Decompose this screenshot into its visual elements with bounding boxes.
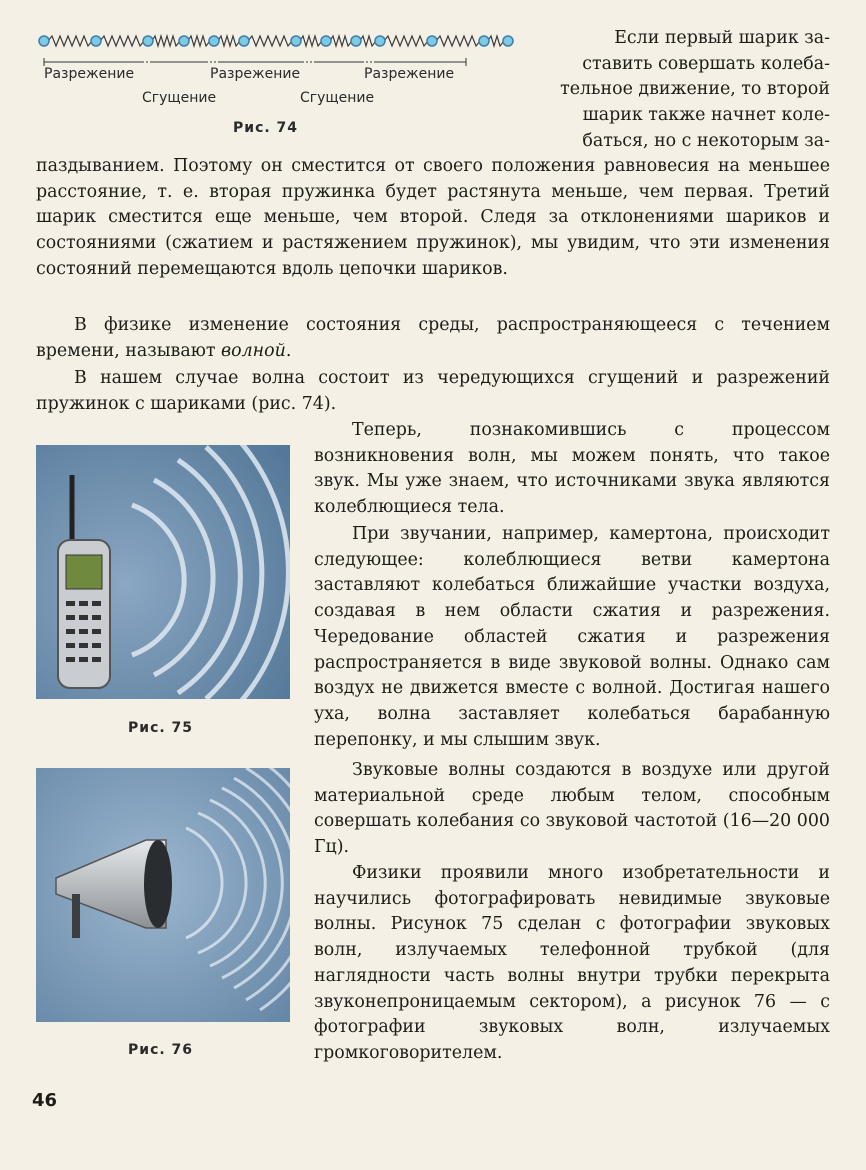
ball <box>39 36 49 46</box>
figure-76-photo <box>36 768 290 1022</box>
figure-74 <box>30 24 520 149</box>
label-compression: Сгущение <box>300 90 375 106</box>
paragraph-7: Физики проявили много изобретательности и научились фотографировать невидимые звуковые волны. Рисунок 75 сделан с фотографии звуковых волн, излучаемых телефонной трубкой (для наглядности часть волны внутри трубки перекрыта звуконепроницаемым сектором), а рисунок 76 — с фотографии звуковых волн, излучаемых громкоговорителем. <box>314 863 830 1063</box>
paragraph-3: В нашем случае волна состоит из чередующихся сгущений и разрежений пружинок с шариками (рис. 74). <box>36 368 830 414</box>
spring <box>218 36 240 46</box>
figure-caption: Рис. 75 <box>128 720 194 736</box>
ball <box>321 36 331 46</box>
label-rarefaction: Разрежение <box>364 66 455 82</box>
spring <box>100 36 144 46</box>
paragraph-5: При звучании, например, камертона, происходит следующее: колеблющиеся ветви камертона заставляют колебаться ближайшие участки воздуха, создавая в нем области сжатия и разрежения. Чередование областей сжатия и разрежения распространяется в виде звуковой волны. Однако сам воздух не движется вместе с волной. Достигая нашего уха, волна заставляет колебаться барабанную перепонку, и мы слышим звук. <box>314 524 830 750</box>
ball <box>291 36 301 46</box>
ball <box>209 36 219 46</box>
figure-75-photo <box>36 445 290 699</box>
ball <box>479 36 489 46</box>
figure-caption: Рис. 76 <box>128 1042 194 1058</box>
spring <box>300 36 322 46</box>
spring <box>152 36 180 46</box>
spring <box>248 36 292 46</box>
label-rarefaction: Разрежение <box>210 66 301 82</box>
paragraph-2-text: В физике изменение состояния среды, распространяющееся с течением времени, называют <box>36 315 830 361</box>
ball <box>351 36 361 46</box>
figure-caption: Рис. 74 <box>233 120 299 136</box>
spring <box>48 36 92 46</box>
paragraph-6: Звуковые волны создаются в воздухе или другой материальной среде любым телом, способным совершать колебания со звуковой частотой (16—20 000 Гц). <box>314 760 830 858</box>
paragraph-2 <box>36 313 830 364</box>
paragraph-4: Теперь, познакомившись с процессом возникновения волн, мы можем понять, что такое звук. Мы уже знаем, что источниками звука являются колеблющиеся тела. <box>314 420 830 518</box>
paragraph-1-rest: паздыванием. Поэтому он сместится от своего положения равновесия на меньшее расстояние, т. е. вторая пружинка будет растянута меньше, чем первая. Третий шарик сместится еще меньше, чем второй. Следя за отклонениями шариков и состояниями (сжатием и растяжением пружинок), мы увидим, что эти изменения состояний перемещаются вдоль цепочки шариков. <box>36 156 830 279</box>
spring <box>436 36 480 46</box>
paragraph-1-top: Если первый шарик за- ставить совершать колеба- тельное движение, то второй шарик также начнет коле- баться, но с некоторым за- <box>560 28 830 151</box>
ball <box>239 36 249 46</box>
ball <box>91 36 101 46</box>
paragraph-2-end: . <box>285 340 292 361</box>
page-number: 46 <box>32 1090 58 1111</box>
ball <box>179 36 189 46</box>
label-rarefaction: Разрежение <box>44 66 135 82</box>
ball <box>427 36 437 46</box>
ball <box>143 36 153 46</box>
spring <box>488 36 504 46</box>
phone-screen <box>66 555 102 589</box>
spring <box>330 36 352 46</box>
term-wave: волной <box>221 340 286 361</box>
label-compression: Сгущение <box>142 90 217 106</box>
ball <box>503 36 513 46</box>
spring <box>188 36 210 46</box>
ball <box>375 36 385 46</box>
spring <box>360 36 376 46</box>
spring <box>384 36 428 46</box>
